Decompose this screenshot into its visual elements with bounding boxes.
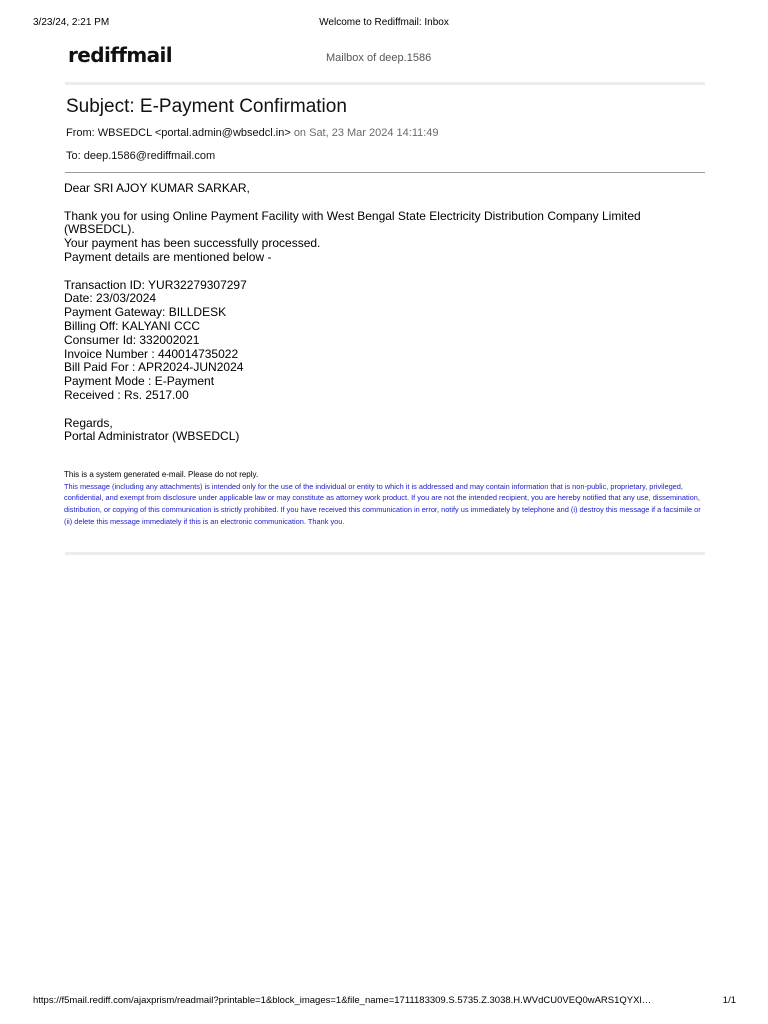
brand-header	[65, 43, 705, 83]
intro-paragraph: Thank you for using Online Payment Facility with West Bengal State Electricity Distribution Company Limited (WBSEDCL).	[64, 208, 641, 237]
detail-line: Bill Paid For : APR2024-JUN2024	[64, 360, 244, 375]
from-address[interactable]: WBSEDCL <portal.admin@wbsedcl.in>	[97, 127, 291, 139]
email-to-line	[66, 150, 215, 162]
detail-line: Transaction ID: YUR32279307297	[64, 277, 247, 292]
system-generated-note: This is a system generated e-mail. Please do not reply.	[64, 470, 259, 479]
legal-disclaimer: This message (including any attachments) is intended only for the use of the individual or entity to which it is addressed and may contain information that is non-public, proprietary, privileged, confidential, and exempt from disclosure under applicable law or may constitute as attorney work product. If you are not the intended recipient, you are hereby notified that any use, dissemination, distribution, or copying of this communication is strictly prohibited. If you have received this communication in error, notify us immediately by telephone and (i) destroy this message if a facsimile or (ii) delete this message immediately if this is an electronic communication. Thank you.	[64, 481, 701, 526]
detail-line: Payment Gateway: BILLDESK	[64, 305, 227, 320]
detail-line: Billing Off: KALYANI CCC	[64, 318, 201, 333]
header-divider	[65, 82, 705, 85]
meta-divider	[65, 172, 705, 173]
detail-line: Payment Mode : E-Payment	[64, 374, 215, 389]
email-date: on Sat, 23 Mar 2024 14:11:49	[293, 127, 439, 139]
to-label: To:	[66, 150, 81, 162]
detail-line: Consumer Id: 332002021	[64, 332, 200, 347]
greeting: Dear SRI AJOY KUMAR SARKAR,	[64, 181, 250, 195]
email-body	[64, 182, 704, 444]
email-from-line	[66, 127, 439, 139]
email-footer-notice	[64, 469, 704, 528]
signature: Portal Administrator (WBSEDCL)	[64, 429, 240, 444]
page-number: 1/1	[722, 995, 736, 1006]
print-footer	[0, 995, 768, 1015]
detail-line: Date: 23/03/2024	[64, 291, 157, 306]
processed-line: Your payment has been successfully processed.	[64, 236, 321, 251]
regards: Regards,	[64, 415, 113, 430]
rediffmail-logo: rediffmail	[68, 43, 173, 67]
email-subject: Subject: E-Payment Confirmation	[66, 96, 347, 117]
footer-divider	[65, 552, 705, 555]
detail-line: Invoice Number : 440014735022	[64, 346, 239, 361]
payment-details	[64, 279, 704, 403]
page-url: https://f5mail.rediff.com/ajaxprism/readmail?printable=1&block_images=1&file_name=1711183309.S.5735.Z.3038.H.WVdCU0VEQ0wARS1QYXl…	[33, 995, 652, 1006]
print-header	[0, 0, 768, 44]
mailbox-label: Mailbox of deep.1586	[326, 52, 432, 64]
print-page-title: Welcome to Rediffmail: Inbox	[319, 17, 449, 28]
to-address[interactable]: deep.1586@rediffmail.com	[83, 150, 216, 162]
details-intro: Payment details are mentioned below -	[64, 249, 272, 264]
print-datetime: 3/23/24, 2:21 PM	[33, 17, 110, 28]
detail-line: Received : Rs. 2517.00	[64, 387, 189, 402]
from-label: From:	[66, 127, 95, 139]
